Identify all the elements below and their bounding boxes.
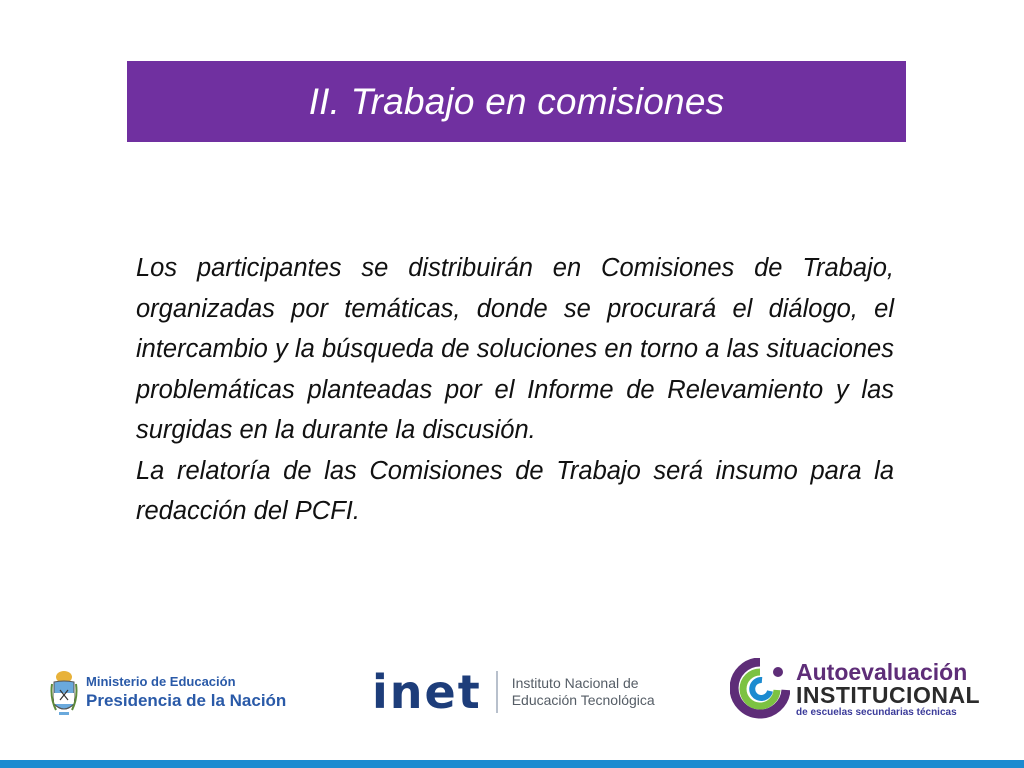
swirl-logo-icon (730, 658, 790, 720)
inet-line1: Instituto Nacional de (511, 675, 639, 691)
autoevaluacion-line2: INSTITUCIONAL (796, 681, 981, 708)
inet-wordmark: inet (372, 665, 482, 719)
slide-title: II. Trabajo en comisiones (308, 80, 725, 122)
ministry-line2: Presidencia de la Nación (86, 690, 287, 710)
inet-text (512, 675, 655, 709)
body-text (136, 248, 894, 532)
footer-logos (0, 650, 1024, 730)
autoevaluacion-line3: de escuelas secundarias técnicas (796, 706, 957, 718)
inet-separator (496, 671, 498, 713)
coat-of-arms-icon (50, 668, 78, 716)
inet-line2: Educación Tecnológica (511, 692, 655, 708)
autoevaluacion-line1: Autoevaluación (796, 658, 968, 685)
bottom-accent-bar (0, 760, 1024, 768)
paragraph-2: La relatoría de las Comisiones de Trabajo será insumo para la redacción del PCFI. (136, 456, 894, 525)
ministry-text (86, 674, 286, 711)
autoevaluacion-logo (730, 656, 980, 722)
inet-logo (372, 664, 655, 720)
paragraph-1: Los participantes se distribuirán en Comisiones de Trabajo, organizadas por temáticas, donde se procurará el diálogo, el intercambio y la búsqueda de soluciones en torno a las situaciones problemáticas planteadas por el Informe de Relevamiento y las surgidas en la durante la discusión. (136, 254, 894, 444)
ministry-logo (50, 666, 286, 718)
autoevaluacion-text (796, 660, 980, 719)
ministry-line1: Ministerio de Educación (86, 673, 236, 689)
title-band (127, 61, 906, 142)
